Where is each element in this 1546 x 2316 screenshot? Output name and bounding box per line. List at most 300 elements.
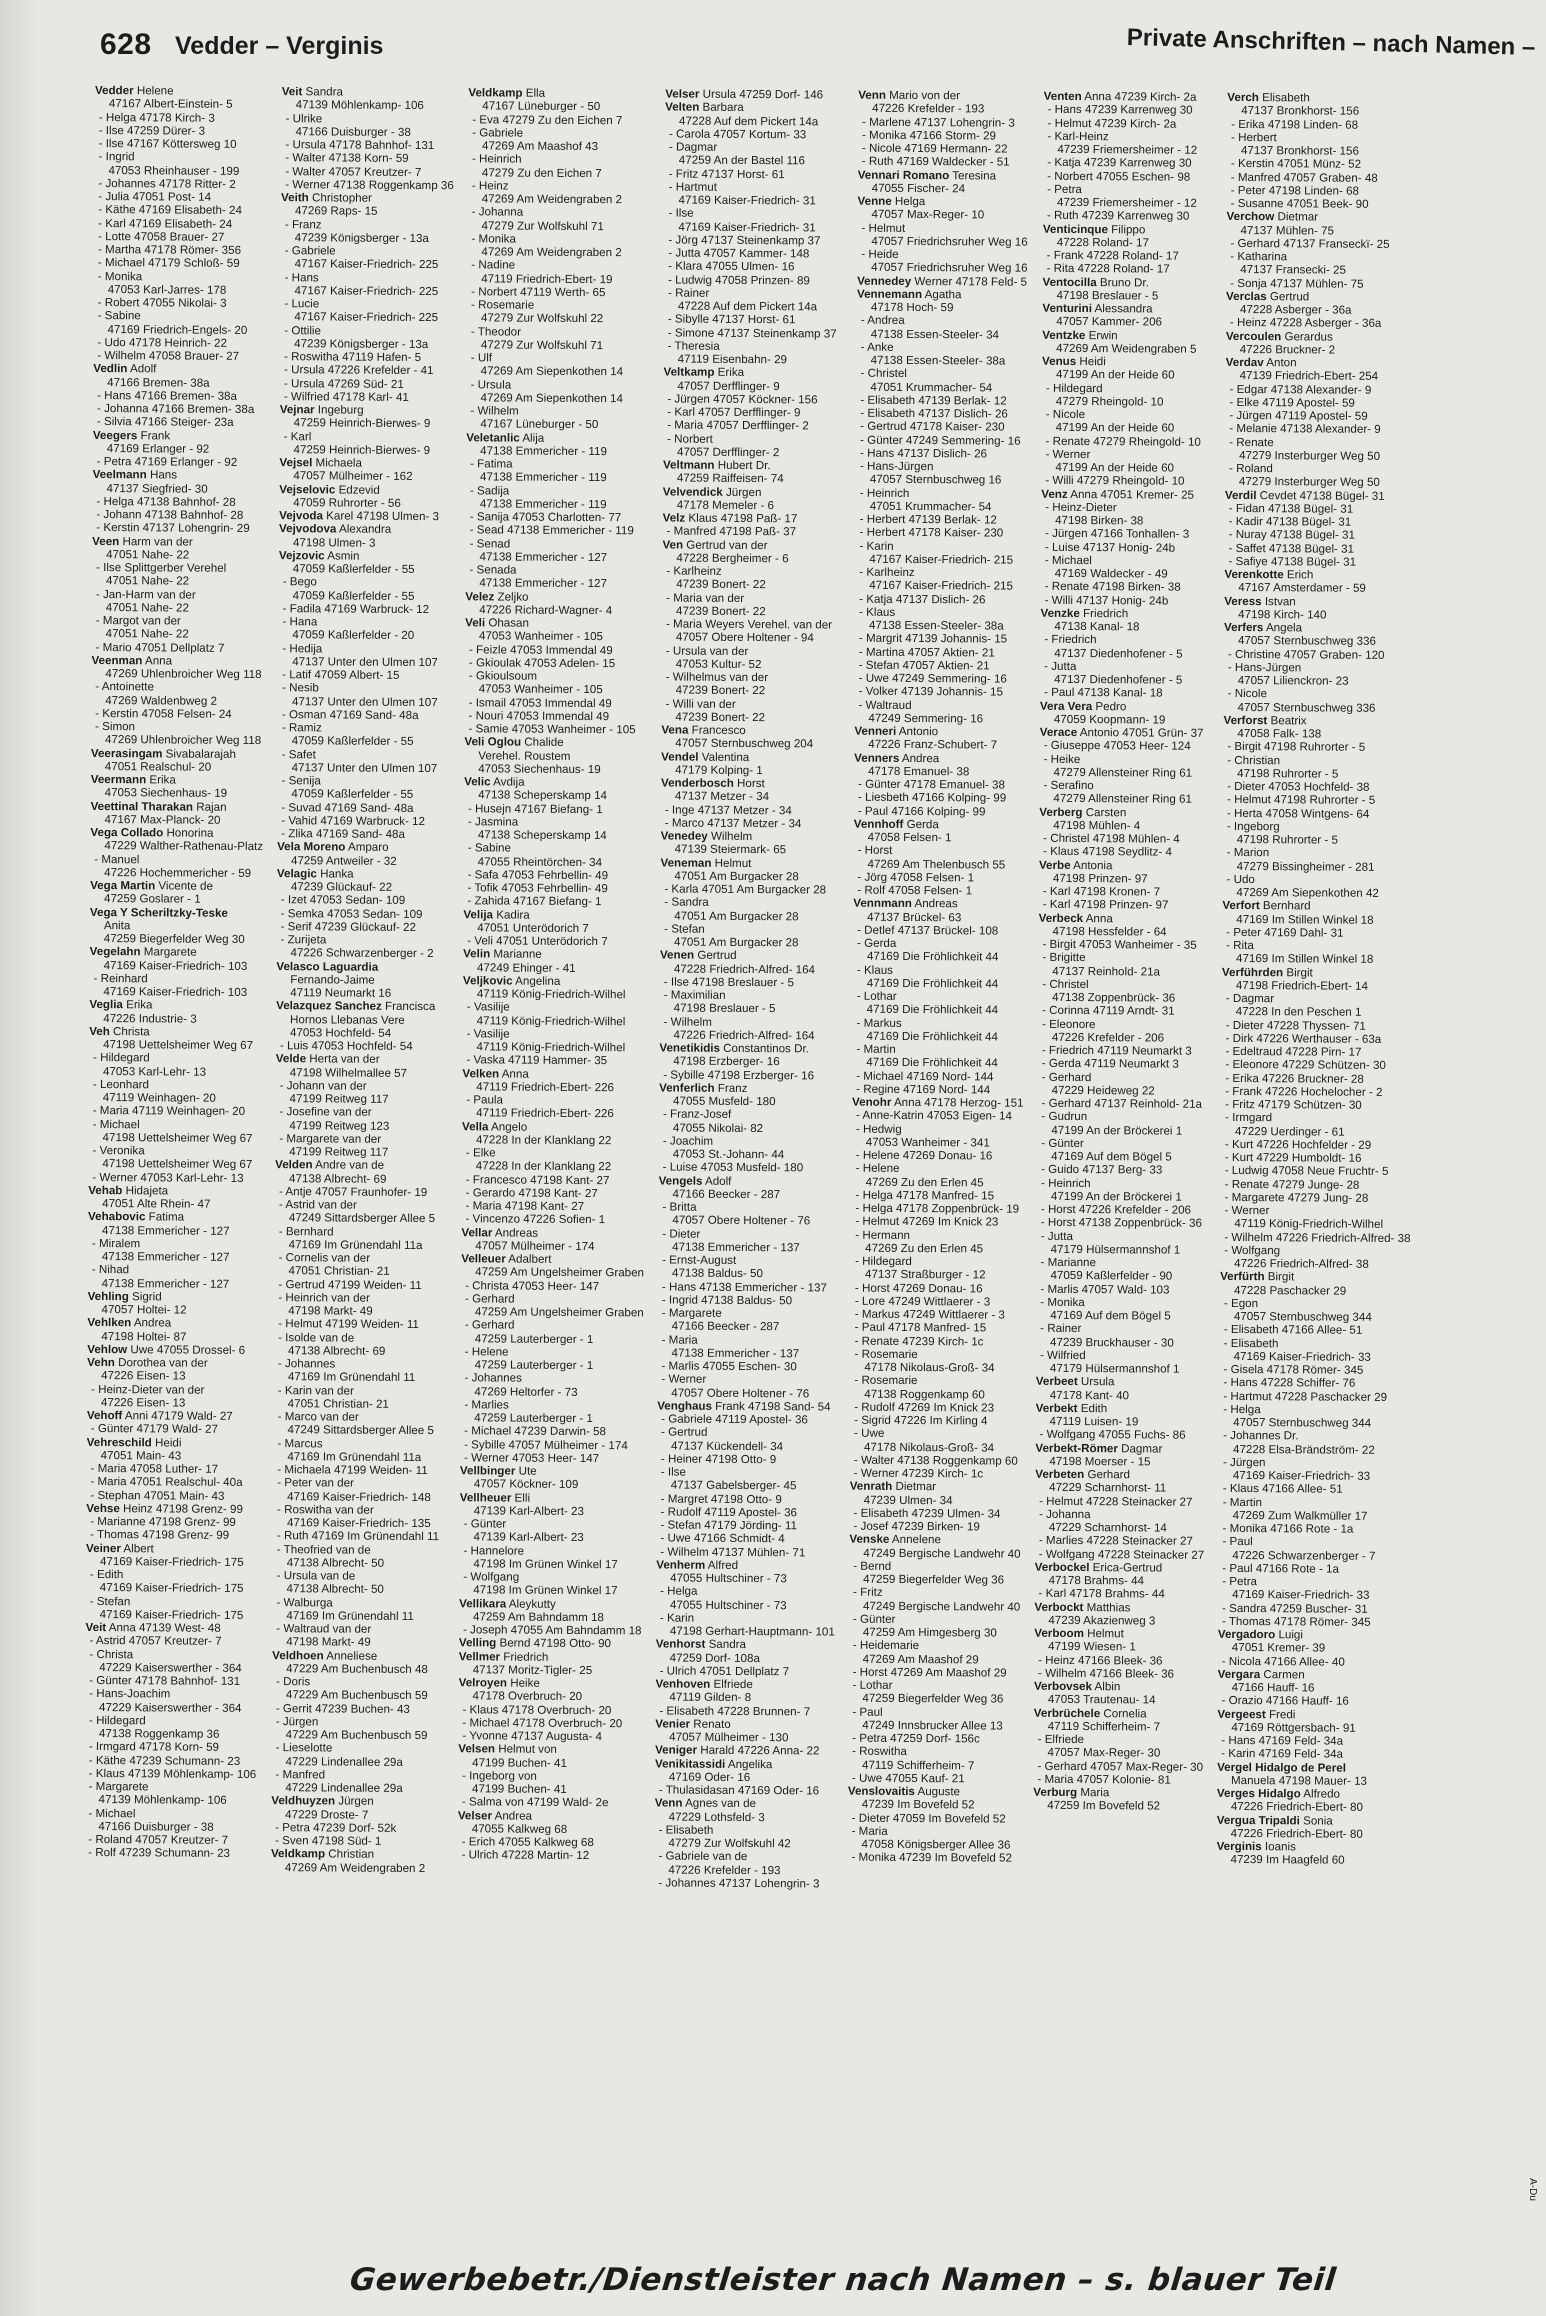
address-line: 47169 Kaiser-Friedrich- 175 [99, 1607, 244, 1622]
sub-entry: - Nicole [1227, 687, 1268, 701]
directory-entry [851, 1281, 1023, 1295]
address-line: 47169 Kaiser-Friedrich- 33 [1232, 1588, 1370, 1603]
directory-entry [658, 1174, 837, 1202]
entry-heading [463, 948, 646, 962]
directory-entry [274, 1291, 447, 1319]
directory-entry [660, 922, 839, 950]
sub-entry: - Zahida 47167 Biefang- 1 [467, 894, 602, 909]
sub-entry: - Helene 47269 Donau- 16 [855, 1148, 993, 1163]
directory-entry [849, 1639, 1021, 1667]
sub-entry: - Helga 47178 Zoppenbrück- 19 [855, 1201, 1020, 1216]
given-name: Andrea [491, 1808, 533, 1823]
sub-entry: - Cornelis van der [278, 1251, 371, 1265]
given-name: Adolf [127, 362, 157, 376]
sub-entry: - Heiner 47198 Otto- 9 [660, 1452, 777, 1466]
directory-entry [272, 1702, 445, 1716]
directory-entry [1034, 1680, 1204, 1708]
directory-entry [665, 140, 844, 168]
surname: Verenkotte [1224, 567, 1284, 582]
directory-entry [1043, 169, 1213, 183]
address-line: 47269 Am Thelenbusch 55 [867, 857, 1006, 872]
directory-entry [458, 1769, 641, 1797]
address-line: 47259 Biegerfelder Weg 36 [863, 1572, 1005, 1587]
address-line: 47239 Bonert- 22 [676, 604, 766, 618]
address-line: 47199 Wiesen- 1 [1048, 1640, 1136, 1654]
address-line: 47269 Am Weidengraben 2 [284, 1860, 426, 1875]
sub-entry: - Gisela 47178 Römer- 345 [1223, 1362, 1364, 1377]
sub-entry: - Elke [465, 1146, 496, 1160]
entry-heading [858, 195, 1030, 209]
directory-entry [661, 697, 840, 725]
sub-entry: - Christa 47053 Heer- 147 [465, 1278, 600, 1293]
sub-entry: - Senad [469, 536, 511, 551]
sub-entry: - Inge 47137 Metzer - 34 [664, 802, 792, 817]
given-name: Albin [1091, 1680, 1121, 1694]
directory-entry [1043, 209, 1213, 223]
sub-entry: - Klaus 47178 Overbruch- 20 [462, 1702, 612, 1717]
directory-entry [281, 165, 454, 179]
sub-entry: - Klara 47055 Ulmen- 16 [668, 259, 795, 274]
address-line: 47229 Scharnhorst- 14 [1048, 1520, 1167, 1535]
entry-heading [1033, 1786, 1203, 1800]
directory-entry [1044, 90, 1214, 104]
directory-entry [1221, 1138, 1411, 1152]
given-name: Constantinos Dr. [719, 1041, 809, 1056]
directory-entry [278, 615, 451, 643]
sub-entry: - Walter 47138 Roggenkamp 60 [853, 1453, 1018, 1468]
surname: Veelmann [92, 468, 147, 482]
given-name: Carsten [1082, 805, 1127, 819]
directory-entry [275, 1185, 448, 1199]
address-line: 47169 Waldecker - 49 [1054, 566, 1168, 581]
directory-entry [461, 1252, 644, 1280]
surname: Velagic [276, 866, 317, 881]
directory-entry [1223, 714, 1413, 742]
address-line: 47226 Krefelder - 206 [1051, 1030, 1165, 1045]
address-line: 47139 Friedrich-Ebert- 254 [1239, 369, 1379, 384]
sub-entry: - Marlies [464, 1398, 509, 1412]
directory-entry [852, 1082, 1024, 1096]
sub-entry: - Jasmina [467, 815, 519, 829]
address-line: 47139 Karl-Albert- 23 [473, 1530, 584, 1545]
entry-heading [1042, 355, 1212, 369]
entry-heading [657, 1399, 836, 1413]
sub-entry: - Klaus [856, 963, 894, 977]
directory-entry [277, 814, 450, 828]
directory-entry [90, 879, 263, 907]
directory-entry [1227, 197, 1417, 211]
directory-entry [94, 177, 267, 191]
sub-entry: - Monika 47239 Im Bovefeld 52 [851, 1850, 1012, 1865]
sub-entry: - Johannes 47178 Ritter- 2 [98, 176, 236, 191]
directory-entry [94, 269, 267, 297]
sub-entry: - Monika [97, 269, 143, 283]
directory-entry [273, 1529, 446, 1543]
directory-entry [661, 829, 840, 857]
sub-entry: - Egon [1223, 1296, 1259, 1310]
sub-entry: - Semka 47053 Sedan- 109 [280, 906, 423, 921]
directory-entry [1034, 1653, 1204, 1667]
directory-entry [465, 590, 648, 618]
entry-heading [655, 1677, 834, 1691]
address-line: 47228 Friedrich-Alfred- 164 [673, 962, 816, 976]
address-line: 47198 Breslauer - 5 [1056, 288, 1159, 303]
surname: Veit [85, 1620, 107, 1635]
address-line: 47169 Kaiser-Friedrich- 175 [99, 1581, 244, 1596]
directory-entry [278, 668, 451, 682]
directory-entry [276, 933, 449, 961]
sub-entry: - Sadija [469, 483, 510, 498]
directory-entry [853, 963, 1025, 991]
surname: Velasco Laguardia [276, 959, 379, 974]
directory-entry [88, 1184, 261, 1212]
directory-entry [86, 1568, 259, 1596]
directory-entry [279, 430, 452, 458]
directory-entry [849, 1520, 1021, 1534]
sub-entry: - Feizle 47053 Immendal 49 [468, 642, 613, 657]
directory-entry [854, 778, 1026, 792]
sub-entry: - Hartmut [668, 180, 718, 194]
directory-entry [277, 893, 450, 907]
entry-heading [1226, 329, 1416, 343]
surname: Veress [1224, 594, 1262, 608]
directory-entry [94, 256, 267, 270]
given-name: Dietmar [892, 1480, 937, 1494]
directory-entry [663, 405, 842, 419]
surname: Verdav [1225, 355, 1264, 370]
directory-entry [275, 1198, 448, 1226]
directory-entry [86, 1515, 259, 1529]
sub-entry: - Horst 47138 Zoppenbrück- 36 [1040, 1216, 1202, 1231]
given-name: Harm van der [119, 534, 193, 549]
address-line: 47058 Falk- 138 [1237, 726, 1322, 741]
directory-entry [466, 510, 649, 524]
sub-entry: - Herbert [1231, 130, 1277, 144]
directory-entry [88, 1144, 261, 1172]
directory-entry [654, 1850, 833, 1878]
surname: Vedlin [93, 362, 128, 376]
address-line: 47137 Bronkhorst- 156 [1241, 104, 1360, 118]
sub-entry: - Gertrud 47178 Kaiser- 230 [860, 419, 1005, 434]
directory-entry [460, 1451, 643, 1465]
sub-entry: - Theofried van de [276, 1542, 371, 1557]
address-line: 47249 Ehinger - 41 [476, 960, 576, 975]
directory-entry [1036, 1322, 1206, 1350]
sub-entry: - Helga 47178 Manfred- 15 [855, 1188, 995, 1203]
address-line: Manuela 47198 Mauer- 13 [1230, 1773, 1368, 1788]
address-line: 47269 Raps- 15 [294, 204, 378, 218]
sub-entry: - Helmut 47269 Im Knick 23 [855, 1214, 999, 1229]
address-line: 47051 Christian- 21 [288, 1264, 390, 1279]
directory-entry [272, 1649, 445, 1677]
edge-mark: A-Du [1527, 2178, 1539, 2201]
directory-entry [1225, 382, 1415, 396]
sub-entry: - Orazio 47166 Hauff- 16 [1221, 1694, 1349, 1708]
address-line: 47051 Am Burgacker 28 [674, 935, 799, 950]
directory-entry [458, 1729, 641, 1743]
given-name: Alija [519, 431, 545, 445]
address-line: 47137 Unter den Ulmen 107 [291, 694, 438, 709]
surname: Venzke [1040, 606, 1080, 620]
directory-entry [1041, 448, 1211, 476]
sub-entry: - Hans 47138 Emmericher - 137 [661, 1279, 827, 1294]
sub-entry: - Christian [1227, 753, 1281, 767]
sub-entry: - Marianne 47198 Grenz- 99 [90, 1514, 236, 1529]
address-line: 47169 Im Grünendahl 11a [288, 1237, 423, 1252]
directory-entry [459, 1637, 642, 1651]
address-line: 47169 Kaiser-Friedrich- 148 [287, 1489, 431, 1504]
address-line: 47051 Main- 43 [100, 1448, 182, 1463]
directory-entry [1225, 515, 1415, 529]
sub-entry: - Margarete van der [279, 1131, 382, 1146]
directory-entry [657, 1412, 836, 1426]
surname: Venherm [656, 1558, 706, 1572]
surname: Vejvodova [279, 522, 337, 536]
sub-entry: - Werner 47138 Roggenkamp 36 [285, 177, 454, 192]
given-name: Harald 47226 Anna- 22 [696, 1743, 820, 1758]
given-name: Zeljko [494, 589, 529, 604]
sub-entry: - Horst 47269 Am Maashof 29 [852, 1665, 1007, 1680]
sub-entry: - Norbert 47119 Werth- 65 [471, 285, 606, 299]
sub-entry: - Margot van der [95, 614, 181, 628]
surname: Vennemann [856, 287, 923, 301]
sub-entry: - Miralem [91, 1236, 141, 1251]
address-line: 47169 Kaiser-Friedrich- 135 [286, 1516, 431, 1531]
directory-entry [1034, 1706, 1204, 1734]
directory-entry [855, 592, 1027, 606]
directory-entry [857, 287, 1029, 315]
given-name: Andreas [492, 1225, 539, 1240]
directory-entry [273, 1503, 446, 1531]
directory-entry [1034, 1627, 1204, 1655]
directory-entry [664, 339, 843, 367]
surname: Velten [665, 100, 700, 114]
sub-entry: - Paul 47178 Manfred- 15 [854, 1320, 987, 1335]
directory-columns [82, 84, 1540, 2253]
sub-entry: - Jürgen [1222, 1455, 1266, 1469]
surname: Velazquez Sanchez [276, 999, 382, 1014]
sub-entry: - Erika 47226 Bruckner- 28 [1225, 1071, 1364, 1086]
sub-entry: - Ilse 47167 Köttersweg 10 [98, 137, 237, 151]
given-name: Helmut [711, 856, 752, 870]
entry-heading [661, 723, 840, 737]
sub-entry: - Maria [851, 1824, 888, 1838]
address-line: 47057 Sternbuschweg 344 [1233, 1415, 1372, 1430]
address-line: 47228 In der Klanklang 22 [475, 1133, 612, 1147]
address-line: 47057 Friedrichsruher Weg 16 [871, 260, 1028, 275]
address-line: 47138 Emmericher - 127 [479, 550, 608, 564]
directory-entry [662, 538, 841, 566]
address-line: 47259 Raiffeisen- 74 [676, 471, 784, 486]
surname: Vehlow [87, 1342, 128, 1356]
surname: Venticinque [1042, 222, 1108, 236]
directory-entry [855, 605, 1027, 633]
entry-heading [1043, 222, 1213, 236]
sub-entry: - Gerhard [1041, 1070, 1092, 1084]
sub-entry: - Karl 47169 Elisabeth- 24 [98, 216, 233, 231]
directory-entry [271, 1834, 444, 1848]
sub-entry: - Andrea [860, 313, 905, 328]
directory-entry [1224, 555, 1414, 569]
sub-entry: - Luise 47137 Honig- 24b [1044, 540, 1176, 555]
surname: Veltkamp [663, 365, 715, 380]
entry-heading [277, 840, 450, 854]
directory-entry [1035, 1494, 1205, 1508]
address-line: 47059 Koopmann- 19 [1053, 712, 1166, 727]
sub-entry: - Horst 47226 Krefelder - 206 [1040, 1202, 1192, 1217]
directory-entry [1218, 1654, 1408, 1668]
given-name: Francisca [381, 1000, 436, 1014]
address-line: 47259 Dorf- 108a [669, 1651, 760, 1665]
sub-entry: - Rita 47228 Roland- 17 [1046, 262, 1170, 276]
address-line: 47057 Sternbuschweg 204 [675, 736, 814, 751]
sub-entry: - Friedrich [1044, 633, 1097, 647]
directory-entry [460, 1438, 643, 1452]
directory-entry [1226, 276, 1416, 290]
directory-entry [464, 722, 647, 736]
sub-entry: - Nicole 47169 Hermann- 22 [861, 141, 1008, 156]
address-line: 47249 Sittardsberger Allee 5 [287, 1423, 434, 1438]
directory-entry [1226, 290, 1416, 318]
sub-entry: - Hildegard [1045, 381, 1103, 395]
sub-entry: - Rudolf 47269 Im Knick 23 [854, 1400, 995, 1415]
directory-entry [1040, 607, 1210, 635]
directory-entry [1219, 1376, 1409, 1390]
address-line: 47259 Heinrich-Bierwes- 9 [293, 416, 431, 431]
directory-entry [1043, 156, 1213, 170]
directory-entry [94, 150, 267, 178]
address-line: 47239 Königsberger - 13a [294, 336, 429, 351]
sub-entry: - Maximilian [663, 988, 726, 1002]
address-line: 47057 Holtei- 12 [101, 1303, 187, 1317]
directory-entry [95, 110, 268, 124]
directory-entry [1218, 1601, 1408, 1615]
entry-heading [279, 509, 452, 523]
entry-heading [1225, 488, 1415, 502]
sub-entry: - Ilse 47259 Dürer- 3 [98, 123, 206, 138]
address-line: 47137 Fransecki- 25 [1240, 263, 1346, 277]
sub-entry: - Suvad 47169 Sand- 48a [281, 800, 414, 815]
directory-entry [1041, 487, 1211, 501]
address-line: 47138 Emmericher - 137 [671, 1346, 800, 1361]
directory-entry [857, 314, 1029, 342]
directory-entry [1216, 1840, 1406, 1868]
address-line: 47239 Glückauf- 22 [290, 880, 393, 894]
directory-entry [655, 1823, 834, 1851]
address-line: 47057 Mülheimer - 174 [475, 1239, 595, 1253]
surname: Verclas [1226, 289, 1267, 303]
sub-entry: - Margarete [661, 1306, 722, 1320]
sub-entry: - Isolde van de [278, 1330, 355, 1345]
directory-entry [1227, 131, 1417, 159]
sub-entry: - Paul 47166 Kolping- 99 [857, 804, 986, 818]
directory-entry [656, 1545, 835, 1559]
directory-entry [1034, 1600, 1204, 1628]
directory-entry [849, 1559, 1021, 1587]
directory-entry [853, 870, 1025, 884]
address-line: 47053 Karl-Lehr- 13 [102, 1064, 207, 1079]
given-name: Adolf [702, 1174, 732, 1188]
entry-heading [659, 1081, 838, 1095]
sub-entry: - Werner [1224, 1203, 1270, 1218]
address-line: 47259 Am Ungelsheimer Graben [474, 1305, 644, 1320]
directory-entry [658, 1293, 837, 1307]
sub-entry: - Nuray 47138 Bügel- 31 [1228, 528, 1355, 542]
directory-entry [1041, 593, 1211, 607]
given-name: Ursula 47259 Dorf- 146 [699, 87, 824, 102]
given-name: Amparo [345, 840, 389, 855]
directory-entry [1041, 580, 1211, 594]
surname: Vega Martin [90, 878, 156, 893]
sub-entry: - Michael 47239 Darwin- 58 [464, 1424, 607, 1439]
directory-entry [849, 1533, 1021, 1561]
address-line: 47259 Im Bovefeld 52 [1047, 1799, 1161, 1813]
entry-heading [848, 1785, 1020, 1799]
directory-entry [656, 1664, 835, 1678]
directory-entry [851, 1308, 1023, 1322]
address-line: 47138 Albrecht- 50 [286, 1582, 384, 1597]
directory-entry [1219, 1456, 1409, 1484]
directory-entry [1037, 1229, 1207, 1257]
directory-entry [87, 1462, 260, 1476]
address-line: 47169 Kaiser-Friedrich- 175 [99, 1554, 244, 1569]
sub-entry: - Brigitte [1042, 951, 1086, 965]
directory-entry [854, 817, 1026, 845]
given-name: Beatrix [1267, 713, 1307, 728]
directory-entry [1220, 1244, 1410, 1272]
entry-heading [661, 750, 840, 764]
given-name: Alfredo [1300, 1787, 1341, 1801]
directory-entry [88, 1263, 261, 1291]
directory-entry [854, 791, 1026, 805]
directory-entry [461, 1279, 644, 1293]
directory-entry [854, 698, 1026, 726]
sub-entry: - Mario 47051 Dellplatz 7 [95, 640, 225, 655]
given-name: Anna [1083, 911, 1113, 925]
address-line: 47229 Lindenallee 29a [285, 1754, 403, 1769]
sub-entry: - Sven 47198 Süd- 1 [274, 1834, 382, 1848]
sub-entry: - Elisabeth 47228 Brunnen- 7 [659, 1703, 811, 1718]
given-name: Margarete [140, 945, 197, 959]
surname: Vennari Romano [857, 168, 950, 182]
sub-entry: - Günter 47178 Bahnhof- 131 [89, 1673, 241, 1688]
directory-entry [1042, 381, 1212, 409]
entry-heading [90, 826, 263, 840]
sub-entry: - Hildegard [855, 1254, 912, 1269]
sub-entry: - Maria 47119 Weinhagen- 20 [92, 1104, 246, 1119]
address-line: 47228 In der Klanklang 22 [475, 1159, 612, 1174]
address-line: 47169 Im Grünendahl 11a [287, 1449, 422, 1464]
address-line: 47169 Die Fröhlichkeit 44 [866, 1055, 998, 1070]
directory-entry [1218, 1668, 1408, 1696]
address-line: 47119 Eisenbahn- 29 [677, 352, 788, 367]
directory-entry [271, 1794, 444, 1822]
surname: Verbeten [1035, 1467, 1085, 1482]
address-line: 47269 Am Maashof 43 [482, 139, 599, 154]
directory-entry [659, 1081, 838, 1109]
sub-entry: - Leonhard [92, 1077, 150, 1092]
directory-entry [1220, 1336, 1410, 1364]
directory-entry [658, 1200, 837, 1228]
sub-entry: - Gabriele [284, 244, 336, 258]
directory-entry [462, 1054, 645, 1068]
given-name: Sivabalarajah [162, 746, 236, 761]
sub-entry: - Sandra 47259 Buscher- 31 [1222, 1601, 1368, 1616]
address-line: 47053 Karl-Jarres- 178 [107, 282, 227, 297]
surname: Venrath [849, 1479, 893, 1494]
directory-entry [281, 138, 454, 152]
given-name: Annelene [889, 1533, 941, 1547]
